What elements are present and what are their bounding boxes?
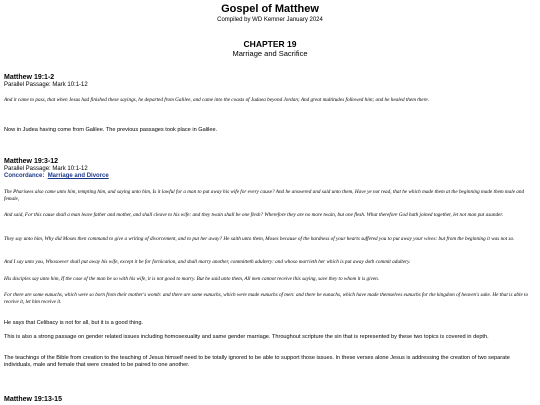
commentary-paragraph: This is also a strong passage on gender related issues including homosexuality and same gender marriage. Throughout scripture the sin that is represented by these two topics is covered in depth. bbox=[4, 334, 489, 340]
document-subtitle: Compiled by WD Kemner January 2024 bbox=[217, 17, 323, 23]
concordance-link[interactable]: Marriage and Divorce bbox=[47, 173, 109, 179]
section-heading: Matthew 19:1-2 bbox=[4, 74, 55, 81]
scripture-paragraph: His disciples say unto him, If the case of the man be so with his wife, it is not good to marry. But he said unto them, All men cannot receive this saying, save they to whom it is given. bbox=[4, 276, 380, 282]
section-heading: Matthew 19:3-12 bbox=[4, 158, 59, 165]
commentary-paragraph: Now in Judea having come from Galilee. The previous passages took place in Galilee. bbox=[4, 127, 218, 133]
scripture-paragraph: For there are some eunuchs, which were so born from their mother's womb: and there are some eunuchs, which were made eunuchs of men: and there be eunuchs, which have made themselves eunuchs for the kingdom of heaven's sake. He that is able to receive it, let him receive it. bbox=[4, 292, 529, 305]
chapter-title: CHAPTER 19 bbox=[243, 39, 297, 49]
commentary-paragraph: The teachings of the Bible from creation to the teaching of Jesus himself need to be totally ignored to be able to support those issues. In these verses alone Jesus is addressing the creation of two separate individuals, male and female that were created to be paired to one another. bbox=[4, 355, 510, 368]
commentary-paragraph: He says that Celibacy is not for all, but it is a good thing. bbox=[4, 320, 143, 326]
scripture-paragraph: And said, For this cause shall a man leave father and mother, and shall cleave to his wife: and they twain shall be one flesh? Wherefore they are no more twain, but one flesh. What therefore God hath joined together, let not man put asunder. bbox=[4, 212, 504, 218]
concordance-label: Concordance: bbox=[4, 173, 45, 179]
scripture-paragraph: And it came to pass, that when Jesus had finished these sayings, he departed from Galilee, and came into the coasts of Judaea beyond Jordan; And great multitudes followed him; and he healed them there. bbox=[4, 97, 430, 103]
parallel-passage: Parallel Passage: Mark 10:1-12 bbox=[4, 82, 88, 88]
section-heading: Matthew 19:13-15 bbox=[4, 396, 62, 403]
document-title: Gospel of Matthew bbox=[221, 3, 319, 15]
concordance-line bbox=[4, 173, 536, 180]
scripture-paragraph: The Pharisees also came unto him, tempting him, and saying unto him, Is it lawful for a man to put away his wife for every cause? And he answered and said unto them, Have ye not read, that he which made them at the beginning made them male and female, bbox=[4, 189, 525, 202]
chapter-subtitle: Marriage and Sacrifice bbox=[232, 49, 308, 58]
scripture-paragraph: They say unto him, Why did Moses then command to give a writing of divorcement, and to put her away? He saith unto them, Moses because of the hardness of your hearts suffered you to put away your wives: but from the beginning it was not so. bbox=[4, 236, 515, 242]
scripture-paragraph: And I say unto you, Whosoever shall put away his wife, except it be for fornication, and shall marry another, committeth adultery: and whoso marrieth her which is put away doth commit adultery. bbox=[4, 259, 411, 265]
parallel-passage: Parallel Passage: Mark 10:1-12 bbox=[4, 166, 88, 172]
